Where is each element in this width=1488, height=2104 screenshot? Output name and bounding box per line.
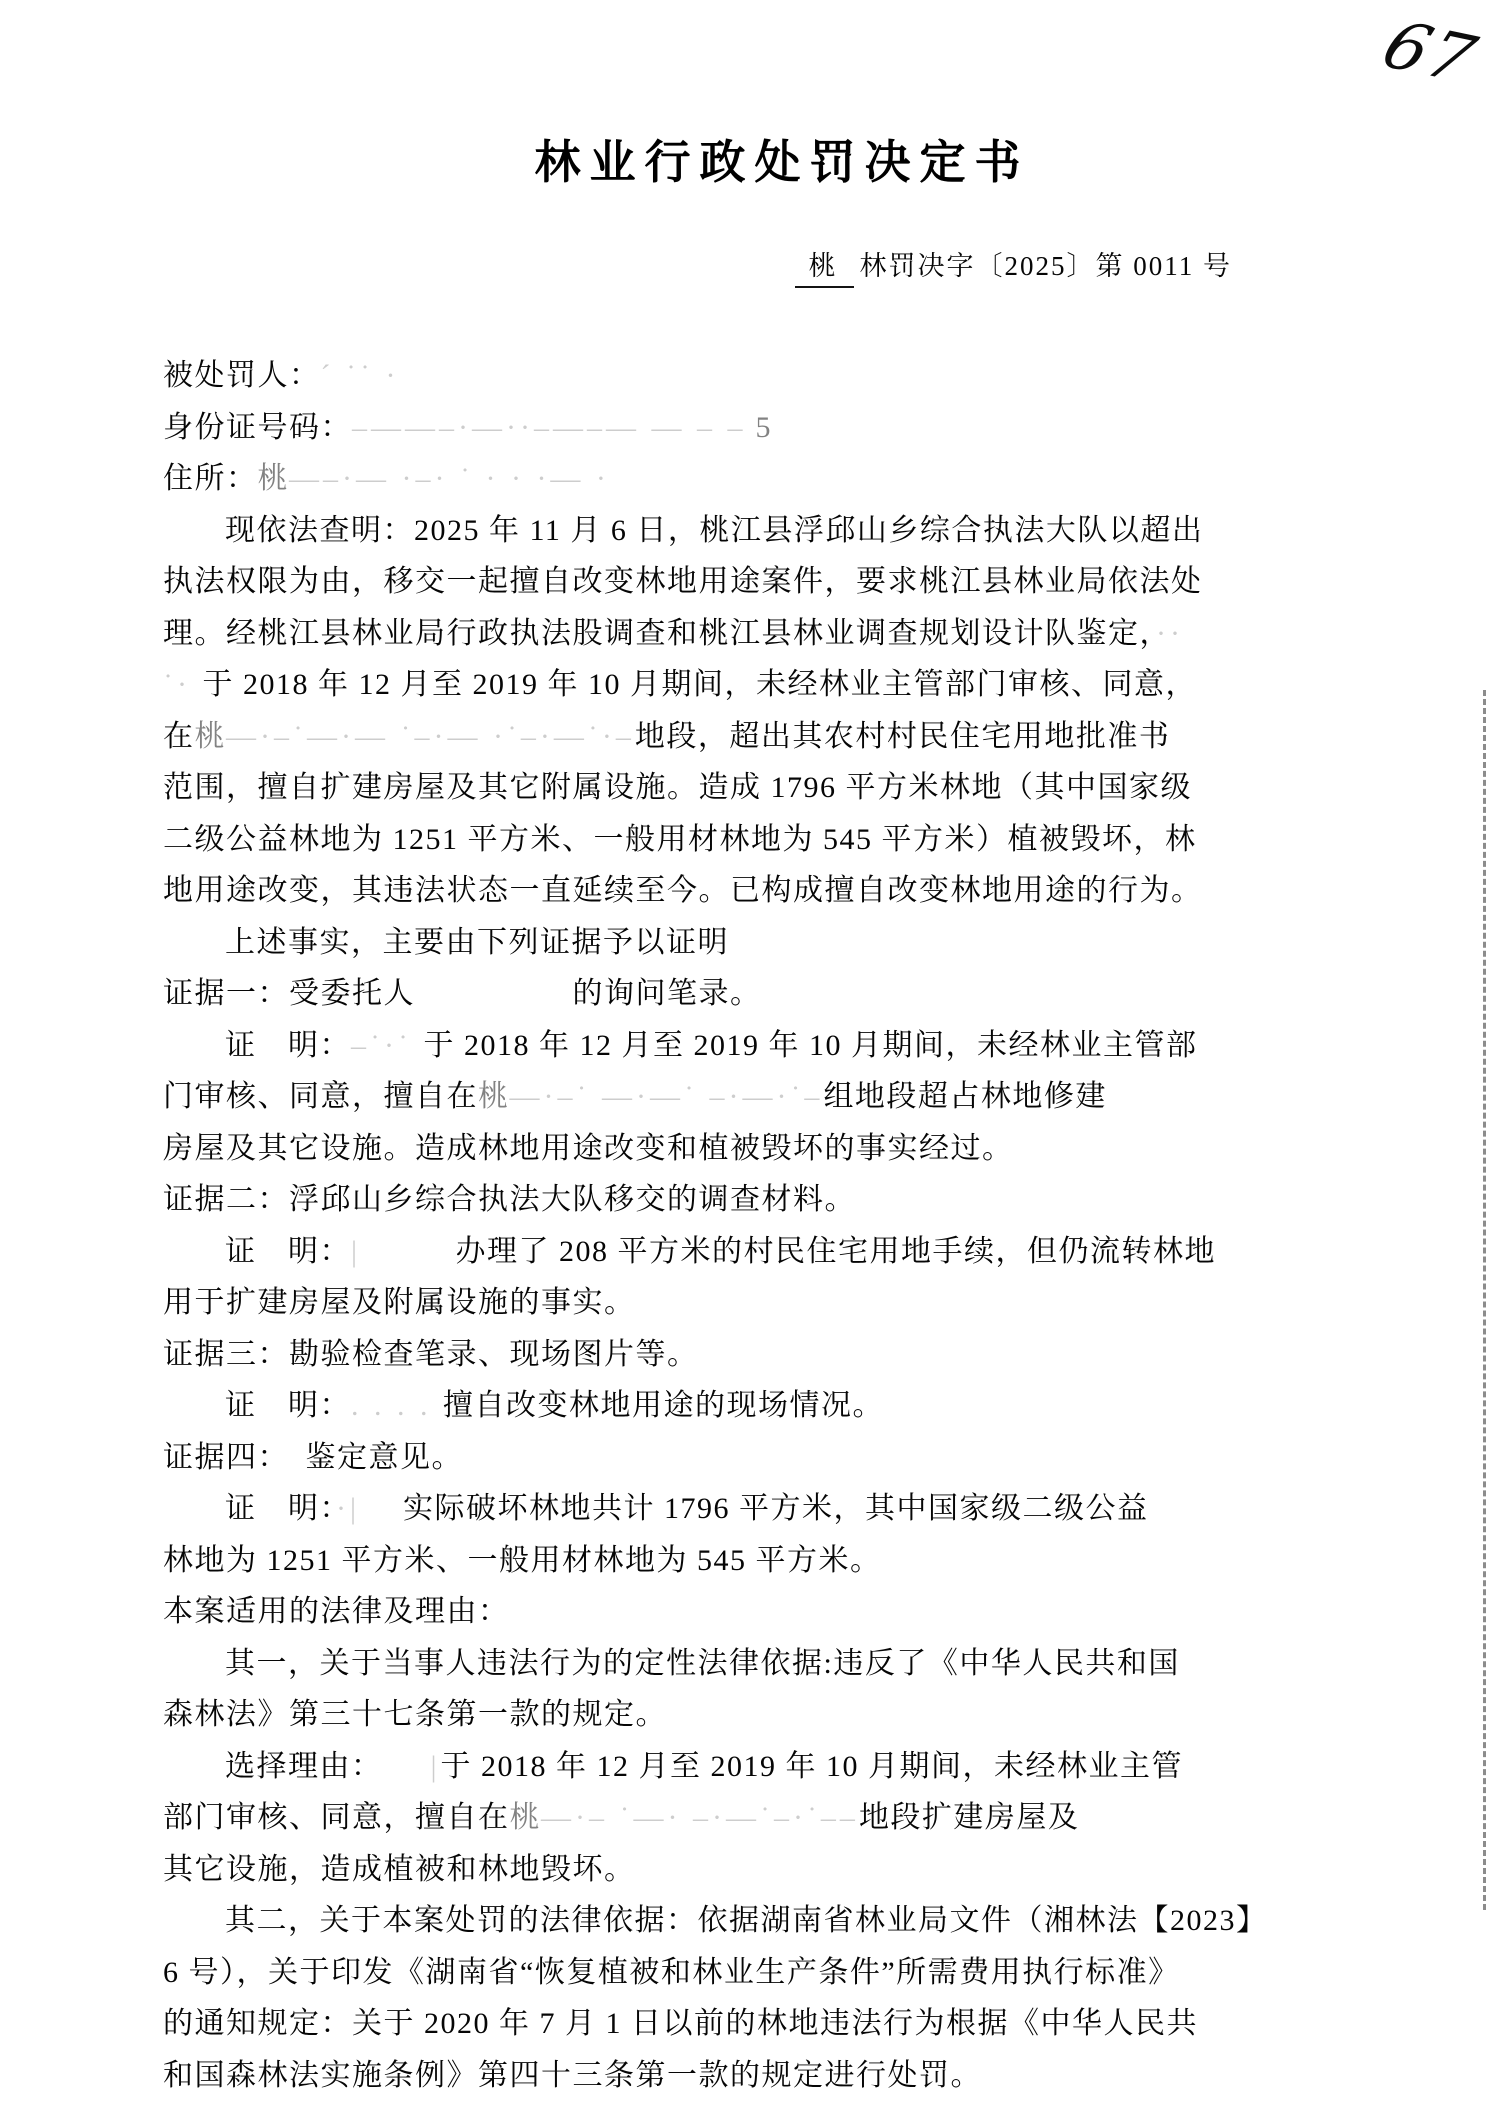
scan-artifact-dashed-line bbox=[1483, 690, 1486, 1910]
document-line bbox=[163, 1638, 1263, 1690]
text-segment: 执法权限为由，移交一起擅自改变林地用途案件，要求桃江县林业局依法处 bbox=[163, 565, 1203, 598]
text-segment: 办理了 208 平方米的村民住宅用地手续，但仍流转林地 bbox=[455, 1234, 1217, 1268]
text-segment: 组地段超占林地修建 bbox=[823, 1080, 1107, 1113]
document-line bbox=[163, 2050, 1263, 2102]
text-segment: 其一，关于当事人违法行为的定性法律依据:违反了《中华人民共和国 bbox=[225, 1646, 1180, 1680]
text-segment: 于 2018 年 12 月至 2019 年 10 月期间，未经林业主管 bbox=[440, 1749, 1184, 1783]
text-segment: 地段扩建房屋及 bbox=[858, 1801, 1080, 1834]
text-segment: 身份证号码： bbox=[163, 410, 352, 444]
text-segment bbox=[415, 977, 573, 1010]
text-segment: 本案适用的法律及理由： bbox=[163, 1595, 510, 1628]
redacted-text: –——–·—··–—–— — – – bbox=[352, 410, 747, 444]
redacted-text: —·–˙—·— ˙–·— ·˙–·—˙·– bbox=[226, 719, 635, 753]
document-line bbox=[163, 762, 1263, 814]
document-line bbox=[163, 1432, 1263, 1484]
document-line bbox=[163, 1226, 1263, 1278]
document-line bbox=[163, 1277, 1263, 1329]
document-line bbox=[163, 505, 1263, 557]
document-line bbox=[163, 1895, 1268, 1947]
text-segment: 实际破坏林地共计 1796 平方米，其中国家级二级公益 bbox=[403, 1492, 1149, 1525]
redacted-text: –˙·˙ bbox=[351, 1028, 424, 1062]
document-line bbox=[163, 1123, 1263, 1175]
document-title: 林业行政处罚决定书 bbox=[534, 137, 1030, 188]
redacted-text: ·· bbox=[1156, 616, 1184, 650]
text-segment: 其二，关于本案处罚的法律依据：依据湖南省林业局文件（湘林法【2023】 bbox=[225, 1904, 1268, 1937]
text-segment: 其它设施，造成植被和林地毁坏。 bbox=[163, 1852, 636, 1886]
document-line bbox=[163, 968, 1263, 1020]
document-line bbox=[163, 1689, 1263, 1741]
text-segment: 擅自改变林地用途的现场情况。 bbox=[443, 1389, 884, 1422]
document-line bbox=[163, 1535, 1263, 1587]
document-line bbox=[163, 556, 1263, 608]
redacted-text: ˙· bbox=[163, 668, 203, 701]
document-line bbox=[163, 402, 1263, 454]
document-line bbox=[163, 1844, 1263, 1896]
text-segment: 于 2018 年 12 月至 2019 年 10 月期间，未经林业主管部门审核、同意， bbox=[202, 668, 1197, 701]
redacted-text: —–·— ·–· ˙ · · ·— · bbox=[289, 462, 610, 495]
text-segment: 在 bbox=[163, 719, 195, 753]
text-segment: 理。经桃江县林业局行政执法股调查和桃江县林业调查规划设计队鉴定， bbox=[163, 616, 1156, 650]
text-segment: 证 明： bbox=[225, 1492, 336, 1525]
redacted-text: | bbox=[430, 1749, 441, 1783]
text-segment: 部门审核、同意，擅自在 bbox=[163, 1801, 510, 1834]
document-line bbox=[163, 814, 1263, 866]
faint-text: 5 bbox=[746, 410, 772, 444]
text-segment: 证 明： bbox=[225, 1028, 351, 1062]
document-line bbox=[163, 1380, 1263, 1432]
document-line bbox=[163, 1174, 1263, 1226]
text-segment: 地段，超出其农村村民住宅用地批准书 bbox=[634, 719, 1171, 753]
text-segment: 用于扩建房屋及附属设施的事实。 bbox=[163, 1286, 636, 1319]
document-line bbox=[163, 608, 1263, 660]
text-segment: 6 号），关于印发《湖南省“恢复植被和林业生产条件”所需费用执行标准》 bbox=[163, 1955, 1180, 1989]
redacted-text: —·–˙ —·—˙ –·—·˙– bbox=[509, 1080, 824, 1113]
document-line bbox=[163, 1947, 1263, 1999]
faint-text: 桃 bbox=[478, 1080, 510, 1113]
text-segment: 于 2018 年 12 月至 2019 年 10 月期间，未经林业主管部 bbox=[423, 1028, 1198, 1062]
text-segment bbox=[372, 1492, 404, 1525]
document-line bbox=[163, 1741, 1263, 1793]
document-line bbox=[163, 1998, 1263, 2050]
text-segment: 地用途改变，其违法状态一直延续至今。已构成擅自改变林地用途的行为。 bbox=[163, 874, 1203, 907]
redacted-text: —·– ˙—· –·—˙–·˙–– bbox=[541, 1801, 859, 1834]
text-segment: 门审核、同意，擅自在 bbox=[163, 1080, 478, 1113]
text-segment: 证据二：浮邱山乡综合执法大队移交的调查材料。 bbox=[163, 1183, 856, 1216]
text-segment: 的通知规定：关于 2020 年 7 月 1 日以前的林地违法行为根据《中华人民共 bbox=[163, 2007, 1198, 2040]
text-segment: 证据一：受委托人 bbox=[163, 977, 415, 1010]
document-number-body: 林罚决字〔2025〕第 0011 号 bbox=[859, 251, 1232, 281]
document-line bbox=[163, 917, 1263, 969]
document-number bbox=[795, 244, 1233, 288]
text-segment: 证 明： bbox=[225, 1389, 351, 1422]
text-segment bbox=[361, 1235, 456, 1268]
text-segment: 的询问笔录。 bbox=[572, 977, 762, 1010]
faint-text: 桃 bbox=[257, 462, 289, 495]
document-line bbox=[163, 1792, 1263, 1844]
document-line bbox=[163, 453, 1263, 505]
text-segment: 二级公益林地为 1251 平方米、一般用材林地为 545 平方米）植被毁坏，林 bbox=[163, 822, 1197, 856]
text-segment: 现依法查明：2025 年 11 月 6 日，桃江县浮邱山乡综合执法大队以超出 bbox=[225, 513, 1204, 547]
document-body bbox=[163, 350, 1268, 2101]
text-segment: 被处罚人： bbox=[163, 359, 321, 392]
document-line bbox=[163, 350, 1263, 402]
document-line bbox=[163, 865, 1263, 917]
text-segment: 范围，擅自扩建房屋及其它附属设施。造成 1796 平方米林地（其中国家级 bbox=[163, 771, 1192, 804]
document-line bbox=[163, 659, 1263, 711]
redacted-text: ·| bbox=[336, 1492, 372, 1525]
text-segment: 证 明： bbox=[225, 1234, 351, 1268]
document-number-agency-prefix: 桃 bbox=[795, 244, 854, 288]
faint-text: 桃 bbox=[509, 1801, 541, 1834]
text-segment: 上述事实，主要由下列证据予以证明 bbox=[225, 925, 729, 959]
text-segment: 选择理由： bbox=[225, 1749, 368, 1783]
text-segment: 林地为 1251 平方米、一般用材林地为 545 平方米。 bbox=[163, 1543, 882, 1577]
text-segment: 证据四： 鉴定意见。 bbox=[163, 1440, 463, 1474]
document-line bbox=[163, 711, 1263, 763]
text-segment: 住所： bbox=[163, 462, 258, 495]
text-segment: 证据三：勘验检查笔录、现场图片等。 bbox=[163, 1337, 699, 1371]
document-line bbox=[163, 1071, 1263, 1123]
text-segment: 房屋及其它设施。造成林地用途改变和植被毁坏的事实经过。 bbox=[163, 1131, 1014, 1165]
handwritten-page-number: 67 bbox=[1372, 7, 1488, 98]
text-segment: 和国森林法实施条例》第四十三条第一款的规定进行处罚。 bbox=[163, 2058, 982, 2092]
redacted-text: | bbox=[351, 1234, 362, 1268]
document-line bbox=[163, 1020, 1263, 1072]
text-segment bbox=[368, 1750, 431, 1783]
document-line bbox=[163, 1483, 1263, 1535]
text-segment: 森林法》第三十七条第一款的规定。 bbox=[163, 1698, 667, 1731]
faint-text: 桃 bbox=[194, 719, 226, 753]
redacted-text: ˊ ˙˙ · bbox=[320, 359, 400, 392]
document-line bbox=[163, 1586, 1263, 1638]
redacted-text: . . . . bbox=[351, 1389, 443, 1422]
document-line bbox=[163, 1329, 1263, 1381]
